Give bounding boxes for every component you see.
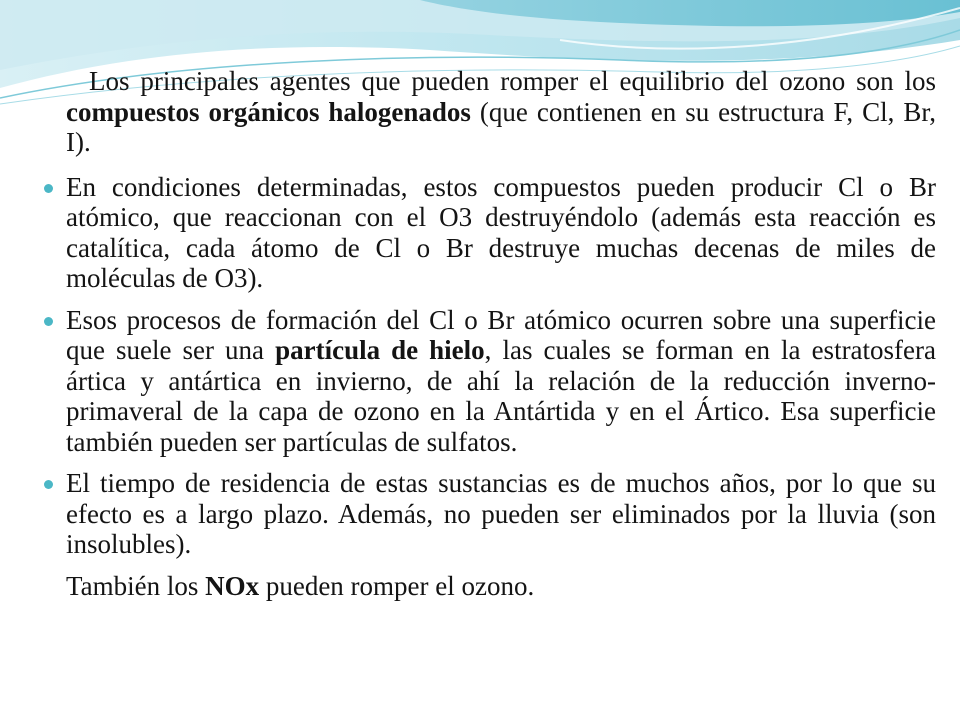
slide-body [44,66,936,601]
bullet-1-text: En condiciones determinadas, estos compuestos pueden producir Cl o Br atómico, que reaccionan con el O3 destruyéndolo (además esta reacción es catalítica, cada átomo de Cl o Br destruye muchas decenas de miles de moléculas de O3). [66,171,936,293]
closing-text-2: pueden romper el ozono. [259,570,535,601]
closing-bold-term: NOx [205,570,260,601]
bullet-dot-icon [44,184,53,193]
intro-bold-term: compuestos orgánicos halogenados [66,96,471,127]
intro-paragraph [44,66,936,158]
bullet-2-bold-term: partícula de hielo [275,335,485,365]
bullet-2-text-1: Esos procesos de formación del Cl o Br atómico ocurren sobre una superficie que suele ser una [66,304,936,365]
bullet-item-2 [44,305,936,458]
bullet-dot-icon [44,480,53,489]
intro-text-2: (que contienen en su estructura F, Cl, Br, I). [66,96,937,157]
intro-text-1: Los principales agentes que pueden romper el equilibrio del ozono son los [89,66,936,96]
closing-text-1: También los [66,570,206,601]
closing-paragraph [44,571,936,602]
bullet-dot-icon [44,317,53,326]
bullet-item-1 [44,172,936,294]
bullet-item-3 [44,468,936,560]
bullet-2-text-2: , las cuales se forman en la estratosfera ártica y antártica en invierno, de ahí la relación de la reducción inverno-primaveral de la capa de ozono en la Antártida y en el Ártico. Esa superficie también pueden ser partículas de sulfatos. [66,335,936,457]
bullet-3-text: El tiempo de residencia de estas sustancias es de muchos años, por lo que su efecto es a largo plazo. Además, no pueden ser eliminados por la lluvia (son insolubles). [66,468,936,559]
